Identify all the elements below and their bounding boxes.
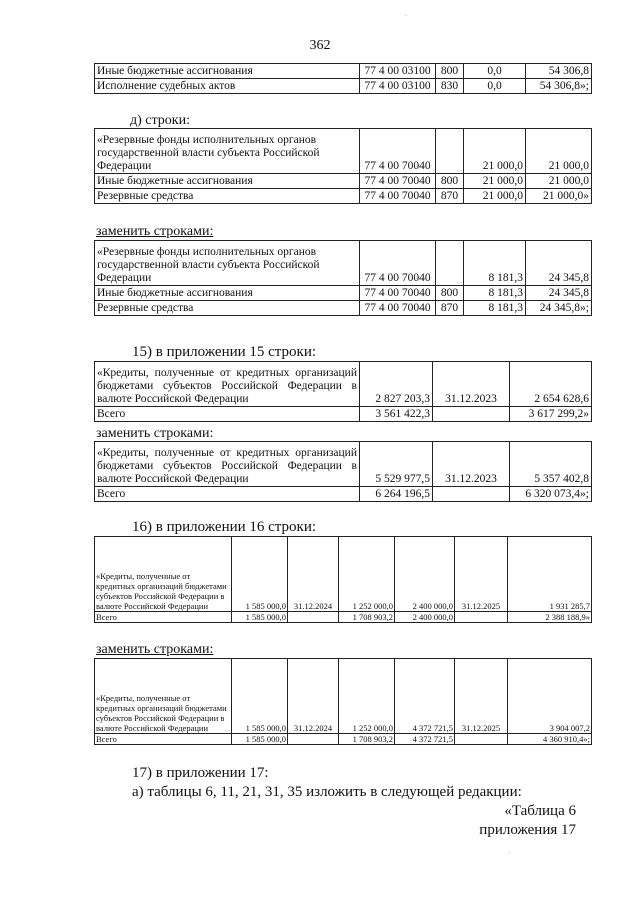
cell-date: 31.12.2023	[433, 362, 510, 407]
cell-date: 31.12.2024	[288, 659, 339, 734]
section-heading: заменить строками:	[96, 426, 214, 441]
cell-value: 0,0	[464, 79, 526, 94]
cell-value: 2 400 000,0	[395, 612, 455, 623]
cell-label: «Резервные фонды исполнительных органов государственной власти субъекта Российской Федерации	[95, 241, 360, 286]
section-heading: д) строки:	[130, 113, 190, 128]
page-number: 362	[309, 38, 331, 53]
cell-date	[433, 407, 510, 422]
scan-mark: ·	[508, 849, 511, 857]
cell-value: 8 181,3	[464, 241, 526, 286]
cell-label: «Кредиты, полученные от кредитных организаций бюджетами субъектов Российской Федерации в валюте Российской Федерации	[95, 442, 360, 487]
table-row	[95, 659, 592, 734]
cell-value: 21 000,0	[526, 129, 592, 174]
cell-label: «Резервные фонды исполнительных органов государственной власти субъекта Российской Федерации	[95, 129, 360, 174]
table-row	[95, 241, 592, 286]
cell-date	[288, 612, 339, 623]
cell-value: 0,0	[464, 64, 526, 79]
cell-kvr: 800	[436, 286, 464, 301]
cell-value: 1 708 903,2	[339, 734, 395, 745]
cell-value: 1 252 000,0	[339, 659, 395, 734]
cell-value: 1 585 000,0	[232, 659, 288, 734]
cell-kvr: 870	[436, 189, 464, 204]
cell-value: 54 306,8»;	[526, 79, 592, 94]
cell-value: 21 000,0	[464, 174, 526, 189]
cell-value: 6 264 196,5	[360, 487, 433, 502]
table-section-15-replace	[94, 441, 592, 502]
section-heading: 15) в приложении 15 строки:	[132, 344, 317, 360]
table-row	[95, 64, 592, 79]
table-row	[95, 301, 592, 316]
table-caption: «Таблица 6	[504, 803, 576, 819]
cell-kvr: 800	[436, 64, 464, 79]
cell-date: 31.12.2023	[433, 442, 510, 487]
table-section-16	[94, 536, 592, 623]
cell-date	[288, 734, 339, 745]
cell-label: «Кредиты, полученные от кредитных организаций бюджетами субъектов Российской Федерации в валюте Российской Федерации	[95, 537, 232, 612]
table-row	[95, 487, 592, 502]
cell-value: 54 306,8	[526, 64, 592, 79]
table-row	[95, 129, 592, 174]
cell-code: 77 4 00 70040	[360, 301, 436, 316]
section-heading: заменить строками:	[96, 224, 214, 239]
cell-label: Всего	[95, 734, 232, 745]
cell-value: 2 654 628,6	[510, 362, 592, 407]
table-row	[95, 537, 592, 612]
cell-label: Всего	[95, 407, 360, 422]
cell-value: 21 000,0	[526, 174, 592, 189]
cell-label: Иные бюджетные ассигнования	[95, 174, 360, 189]
cell-label: Исполнение судебных актов	[95, 79, 360, 94]
cell-date	[455, 612, 508, 623]
cell-value: 2 388 188,9»	[508, 612, 592, 623]
cell-label: Резервные средства	[95, 189, 360, 204]
table-top	[94, 63, 592, 94]
cell-label: Резервные средства	[95, 301, 360, 316]
table-section-d-replace	[94, 240, 592, 316]
cell-value: 4 372 721,5	[395, 659, 455, 734]
cell-value: 8 181,3	[464, 286, 526, 301]
cell-date	[455, 734, 508, 745]
cell-kvr: 800	[436, 174, 464, 189]
cell-label: Всего	[95, 487, 360, 502]
cell-kvr	[436, 129, 464, 174]
cell-value: 3 617 299,2»	[510, 407, 592, 422]
table-row	[95, 442, 592, 487]
cell-value: 2 827 203,3	[360, 362, 433, 407]
cell-value: 8 181,3	[464, 301, 526, 316]
cell-value: 4 360 910,4»;	[508, 734, 592, 745]
table-row	[95, 407, 592, 422]
cell-label: «Кредиты, полученные от кредитных организаций бюджетами субъектов Российской Федерации в валюте Российской Федерации	[95, 362, 360, 407]
cell-label: Иные бюджетные ассигнования	[95, 286, 360, 301]
cell-code: 77 4 00 70040	[360, 286, 436, 301]
cell-value: 21 000,0»	[526, 189, 592, 204]
cell-code: 77 4 00 70040	[360, 174, 436, 189]
table-row	[95, 174, 592, 189]
cell-label: «Кредиты, полученные от кредитных организаций бюджетами субъектов Российской Федерации в валюте Российской Федерации	[95, 659, 232, 734]
section-heading: заменить строками:	[96, 642, 214, 657]
table-row	[95, 286, 592, 301]
table-caption: приложения 17	[479, 822, 576, 838]
cell-value: 1 931 285,7	[508, 537, 592, 612]
cell-value: 2 400 000,0	[395, 537, 455, 612]
table-row	[95, 189, 592, 204]
cell-kvr	[436, 241, 464, 286]
cell-value: 24 345,8»;	[526, 301, 592, 316]
cell-value: 6 320 073,4»;	[510, 487, 592, 502]
cell-code: 77 4 00 70040	[360, 189, 436, 204]
cell-date: 31.12.2025	[455, 537, 508, 612]
cell-code: 77 4 00 03100	[360, 64, 436, 79]
cell-value: 1 252 000,0	[339, 537, 395, 612]
section-17-line: 17) в приложении 17:	[132, 765, 269, 781]
cell-value: 1 585 000,0	[232, 612, 288, 623]
cell-value: 5 529 977,5	[360, 442, 433, 487]
cell-code: 77 4 00 70040	[360, 129, 436, 174]
cell-date	[433, 487, 510, 502]
cell-label: Всего	[95, 612, 232, 623]
cell-value: 21 000,0	[464, 189, 526, 204]
table-row	[95, 734, 592, 745]
cell-value: 3 904 007,2	[508, 659, 592, 734]
section-heading: 16) в приложении 16 строки:	[132, 519, 317, 535]
cell-code: 77 4 00 03100	[360, 79, 436, 94]
cell-value: 24 345,8	[526, 241, 592, 286]
cell-value: 1 585 000,0	[232, 734, 288, 745]
table-section-16-replace	[94, 658, 592, 745]
table-row	[95, 612, 592, 623]
cell-date: 31.12.2024	[288, 537, 339, 612]
table-row	[95, 79, 592, 94]
cell-value: 24 345,8	[526, 286, 592, 301]
cell-value: 21 000,0	[464, 129, 526, 174]
table-section-15	[94, 361, 592, 422]
cell-value: 1 585 000,0	[232, 537, 288, 612]
cell-value: 4 372 721,5	[395, 734, 455, 745]
section-17-line: а) таблицы 6, 11, 21, 31, 35 изложить в следующей редакции:	[132, 784, 522, 800]
cell-label: Иные бюджетные ассигнования	[95, 64, 360, 79]
cell-value: 1 708 903,2	[339, 612, 395, 623]
cell-value: 3 561 422,3	[360, 407, 433, 422]
cell-code: 77 4 00 70040	[360, 241, 436, 286]
cell-kvr: 870	[436, 301, 464, 316]
cell-value: 5 357 402,8	[510, 442, 592, 487]
cell-date: 31.12.2025	[455, 659, 508, 734]
table-row	[95, 362, 592, 407]
cell-kvr: 830	[436, 79, 464, 94]
table-section-d	[94, 128, 592, 204]
scan-mark: ·	[405, 12, 408, 20]
